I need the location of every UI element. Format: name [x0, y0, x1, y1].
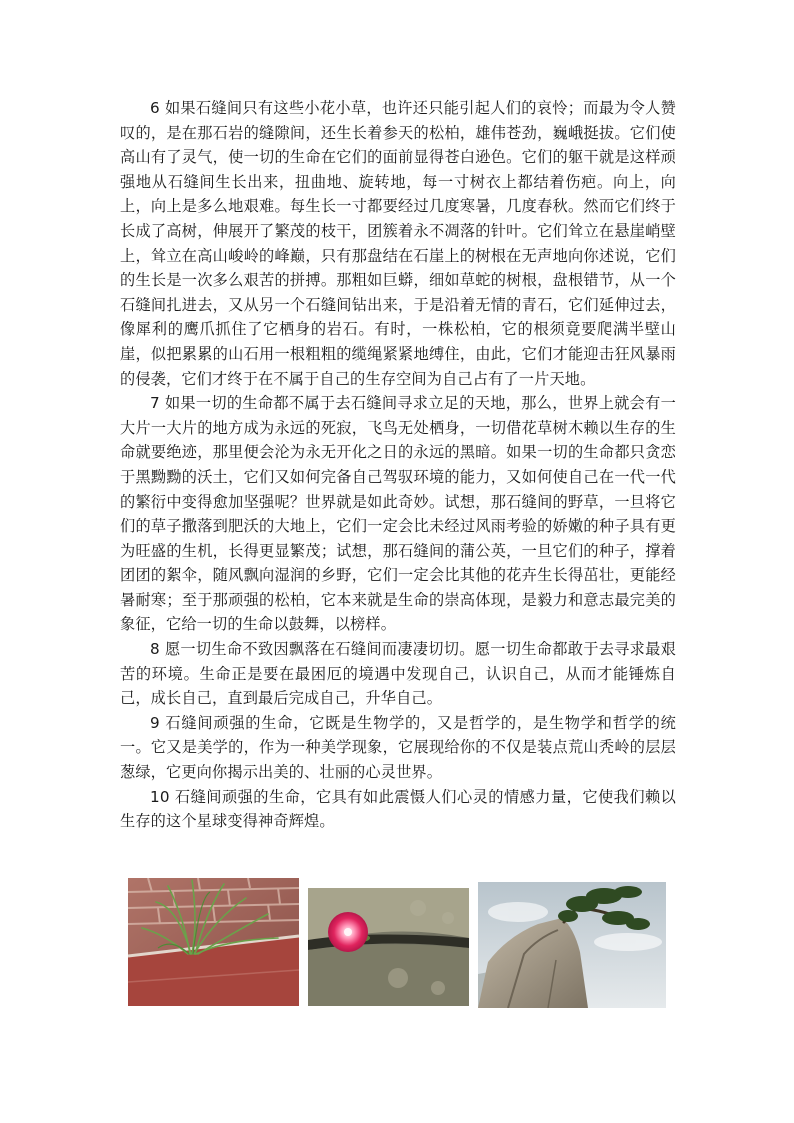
article-body [120, 96, 676, 834]
paragraph-9: 9 石缝间顽强的生命，它既是生物学的，又是哲学的，是生物学和哲学的统一。它又是美学的，作为一种美学现象，它展现给你的不仅是装点荒山秃岭的层层葱绿，它更向你揭示出美的、壮丽的心灵世界。 [120, 713, 676, 782]
paragraph-8: 8 愿一切生命不致因飘落在石缝间而凄凄切切。愿一切生命都敢于去寻求最艰苦的环境。生命正是要在最困厄的境遇中发现自己，认识自己，从而才能锤炼自己，成长自己，直到最后完成自己，升华自己。 [120, 640, 676, 708]
paragraph-6: 6 如果石缝间只有这些小花小草，也许还只能引起人们的哀怜；而最为令人赞叹的，是在那石岩的缝隙间，还生长着参天的松柏，雄伟苍劲，巍峨挺拔。它们使高山有了灵气，使一切的生命在它们的面前显得苍白逊色。它们的躯干就是这样顽强地从石缝间生长出来，扭曲地、旋转地，每一寸树衣上都结着伤疤。向上，向上，向上是多么地艰难。每生长一寸都要经过几度寒暑，几度春秋。然而它们终于长成了高树，伸展开了繁茂的枝干，团簇着永不凋落的针叶。它们耸立在悬崖峭壁上，耸立在高山峻岭的峰巅，只有那盘结在石崖上的树根在无声地向你述说，它们的生长是一次多么艰苦的拼搏。那粗如巨蟒，细如草蛇的树根，盘根错节，从一个石缝间扎进去，又从另一个石缝间钻出来，于是沿着无情的青石，它们延伸过去，像犀利的鹰爪抓住了它栖身的岩石。有时，一株松柏，它的根须竟要爬满半壁山崖，似把累累的山石用一根粗粗的缆绳紧紧地缚住，由此，它们才能迎击狂风暴雨的侵袭，它们才终于在不属于自己的生存空间为自己占有了一片天地。 [120, 99, 676, 388]
pine-on-cliff-photo [478, 882, 666, 1008]
photo-row [128, 878, 666, 1008]
grass-in-brick-crack-photo [128, 878, 299, 1006]
paragraph-7: 7 如果一切的生命都不属于去石缝间寻求立足的天地，那么，世界上就会有一大片一大片的地方成为永远的死寂，飞鸟无处栖身，一切借花草树木赖以生存的生命就要绝迹，那里便会沦为永无开化之日的永远的黑暗。如果一切的生命都只贪恋于黑黝黝的沃土，它们又如何完备自己驾驭环境的能力，又如何使自己在一代一代的繁衍中变得愈加坚强呢？世界就是如此奇妙。试想，那石缝间的野草，一旦将它们的草子撒落到肥沃的大地上，它们一定会比未经过风雨考验的娇嫩的种子具有更为旺盛的生机，长得更显繁茂；试想，那石缝间的蒲公英，一旦它们的种子，撑着团团的絮伞，随风飘向湿润的乡野，它们一定会比其他的花卉生长得茁壮，更能经暑耐寒；至于那顽强的松柏，它本来就是生命的崇高体现，是毅力和意志最完美的象征，它给一切的生命以鼓舞，以榜样。 [120, 394, 676, 634]
red-flower-in-rock-crack-photo [308, 888, 469, 1006]
paragraph-10: 10 石缝间顽强的生命，它具有如此震慑人们心灵的情感力量，它使我们赖以生存的这个星球变得神奇辉煌。 [120, 787, 676, 831]
